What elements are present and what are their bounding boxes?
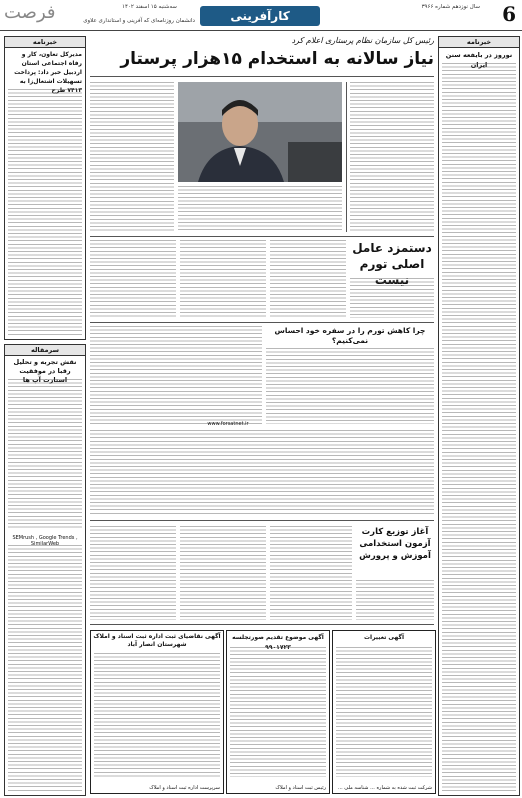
- tagline: دانشمان روزنامه‌ای که آفرینی و استانداری علاوی: [83, 18, 195, 24]
- editorial-box: [4, 344, 86, 796]
- newspaper-logo: فرصت: [4, 2, 56, 23]
- editorial-headline: نقش تجربه و تحلیل رقبا در موفقیت استارت آپ ها: [13, 358, 77, 384]
- ad-body: [336, 647, 432, 777]
- editorial-body-top: [8, 379, 82, 529]
- section-title: کارآفرینی: [200, 6, 320, 26]
- ad-body: [230, 647, 326, 777]
- editorial-brands: SEMrush , Google Trends , SimilarWeb: [12, 535, 78, 547]
- editorial-label: سرمقاله: [5, 345, 85, 356]
- ad-title: آگهی تغییرات: [363, 634, 405, 641]
- divider: [346, 82, 347, 232]
- main-headline: نیاز سالانه به استخدام ۱۵هزار پرستار: [120, 49, 434, 69]
- portrait-image: [178, 82, 342, 182]
- main-article-col2: [178, 186, 342, 232]
- ad-box-1: [332, 630, 436, 794]
- divider: [90, 322, 434, 323]
- divider: [90, 624, 434, 625]
- right-column-headline: نوروز در بایفعه سنن ایران: [445, 51, 513, 69]
- left-box-body: [8, 89, 82, 335]
- main-article-col3: [90, 82, 174, 232]
- article4-body-a: [356, 580, 434, 620]
- article3-body-a: [266, 348, 434, 424]
- article3-body-b: [90, 326, 262, 424]
- website-url: www.forsatnet.ir: [207, 421, 249, 427]
- article4-body-b: [270, 526, 352, 620]
- left-box-headline: مدیرکل تعاون، کار و رفاه اجتماعی استان اردبیل خبر داد: پرداخت تسهیلات اشتغال‌زا به ۷۴۱۳ طرح: [14, 51, 82, 94]
- divider: [90, 76, 434, 77]
- ad-box-3: [90, 630, 224, 794]
- divider: [90, 236, 434, 237]
- article2-headline: دستمزد عامل اصلی تورم نیست: [352, 241, 432, 287]
- main-article-col1: [350, 82, 434, 232]
- left-box-label: خبرنامه: [5, 37, 85, 48]
- date-line: سه‌شنبه ۱۵ اسفند ۱۴۰۲: [122, 4, 177, 10]
- article4-body-d: [90, 526, 176, 620]
- article2-body-d: [90, 240, 176, 318]
- issue-line: سال نوزدهم شماره ۳۹۶۶: [421, 4, 480, 10]
- ad-body: [94, 653, 220, 777]
- ad-footer: رئیس ثبت اسناد و املاک: [275, 785, 326, 791]
- page-number: 6: [502, 2, 516, 26]
- divider: [90, 520, 434, 521]
- article2-body-b: [270, 240, 346, 318]
- main-kicker: رئیس کل سازمان نظام پرستاری اعلام کرد: [291, 36, 434, 45]
- ad-footer: سرپرست اداره ثبت اسناد و املاک: [149, 785, 220, 791]
- right-column-label: خبرنامه: [439, 37, 519, 48]
- editorial-body-bottom: [8, 545, 82, 791]
- article3-headline: چرا کاهش تورم را در سفره خود احساس نمی‌کنیم؟: [274, 326, 426, 345]
- article2-body-c: [180, 240, 266, 318]
- right-column-body: [442, 63, 516, 791]
- article2-body-a: [350, 278, 434, 318]
- right-column: [438, 36, 520, 796]
- article-photo: [178, 82, 342, 182]
- article3-body-c: [90, 430, 434, 516]
- ad-title: آگهی موضوع تقدیم صورتجلسه ۹۹۰۱۷۲۳: [232, 634, 324, 651]
- article4-headline: آغاز توزیع کارت آزمون استخدامی آموزش و پرورش: [359, 527, 431, 561]
- ad-footer: شرکت ثبت شده به شماره ... شناسه ملی ...: [337, 785, 432, 791]
- article4-body-c: [180, 526, 266, 620]
- ad-box-2: [226, 630, 330, 794]
- left-news-box: [4, 36, 86, 340]
- ad-title: آگهی نقاضیای ثبت اداره ثبت اسناد و املاک شهرستان انصار آباد: [93, 633, 221, 648]
